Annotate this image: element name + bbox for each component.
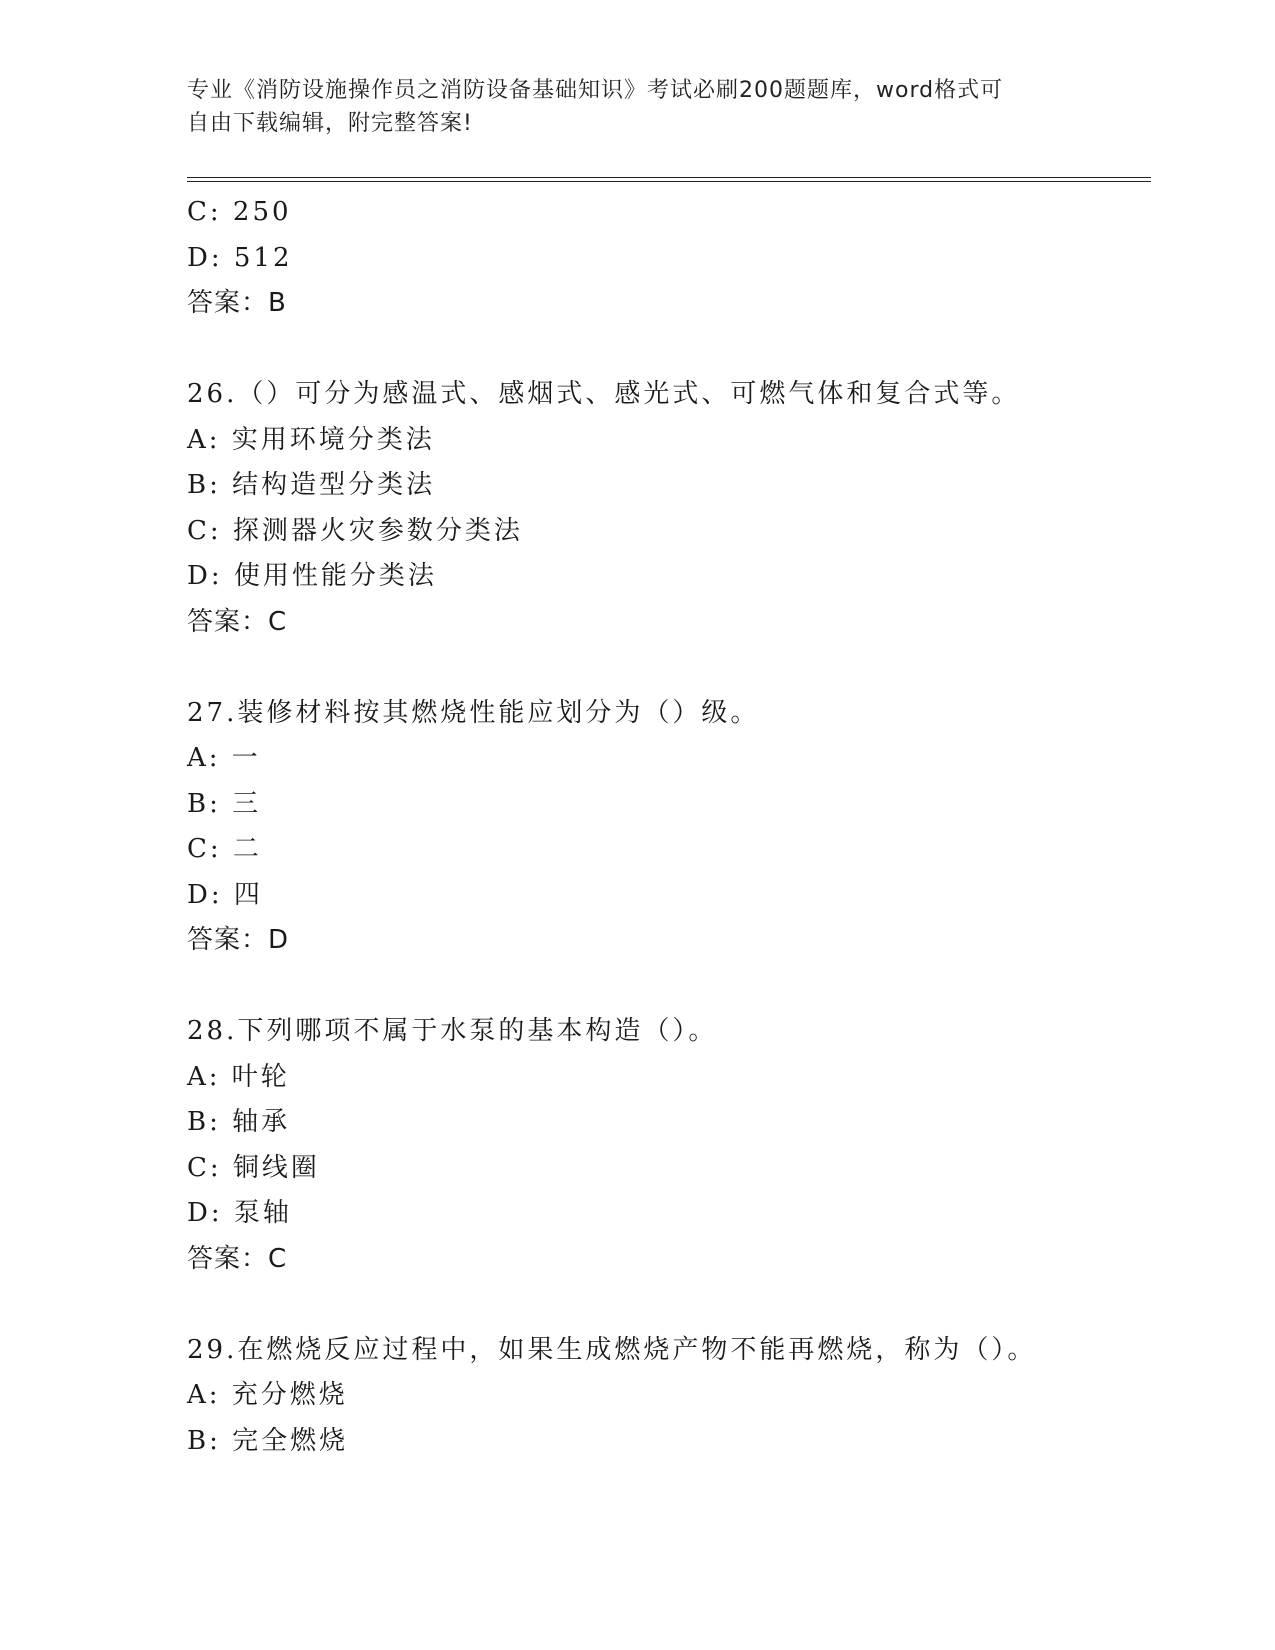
option-a: A: 一 — [187, 743, 261, 773]
question-list — [187, 190, 1137, 1464]
option-c: C: 探测器火灾参数分类法 — [187, 515, 523, 546]
header-divider-bottom — [187, 181, 1151, 182]
option-c: C: 铜线圈 — [187, 1152, 320, 1183]
document-header — [187, 74, 1087, 140]
question-28: 28.下列哪项不属于水泵的基本构造（）。 — [187, 1016, 718, 1046]
header-line-1: 专业《消防设施操作员之消防设备基础知识》考试必刷200题题库，word格式可 — [187, 78, 1004, 103]
option-b: B: 结构造型分类法 — [187, 470, 436, 500]
option-d: D: 使用性能分类法 — [187, 561, 437, 591]
option-a: A: 充分燃烧 — [187, 1380, 348, 1410]
option-a: A: 实用环境分类法 — [187, 424, 435, 455]
question-27: 27.装修材料按其燃烧性能应划分为（）级。 — [187, 697, 760, 728]
answer-line: 答案：B — [187, 288, 287, 318]
answer-line: 答案：C — [187, 1243, 288, 1274]
option-a: A: 叶轮 — [187, 1061, 290, 1092]
answer-line: 答案：C — [187, 606, 288, 637]
option-b: B: 三 — [187, 788, 262, 819]
option-b: B: 轴承 — [187, 1107, 291, 1137]
option-d: D: 四 — [187, 879, 263, 910]
option-b: B: 完全燃烧 — [187, 1425, 349, 1456]
header-divider-top — [187, 177, 1151, 178]
option-d: D: 512 — [187, 242, 293, 273]
option-c: C: 二 — [187, 834, 262, 864]
header-line-2: 自由下载编辑，附完整答案! — [187, 111, 473, 136]
question-26: 26.（）可分为感温式、感烟式、感光式、可燃气体和复合式等。 — [187, 379, 1021, 409]
question-29: 29.在燃烧反应过程中，如果生成燃烧产物不能再燃烧，称为（）。 — [187, 1334, 1037, 1365]
answer-line: 答案：D — [187, 925, 290, 955]
option-d: D: 泵轴 — [187, 1198, 292, 1228]
option-c: C: 250 — [187, 197, 292, 227]
